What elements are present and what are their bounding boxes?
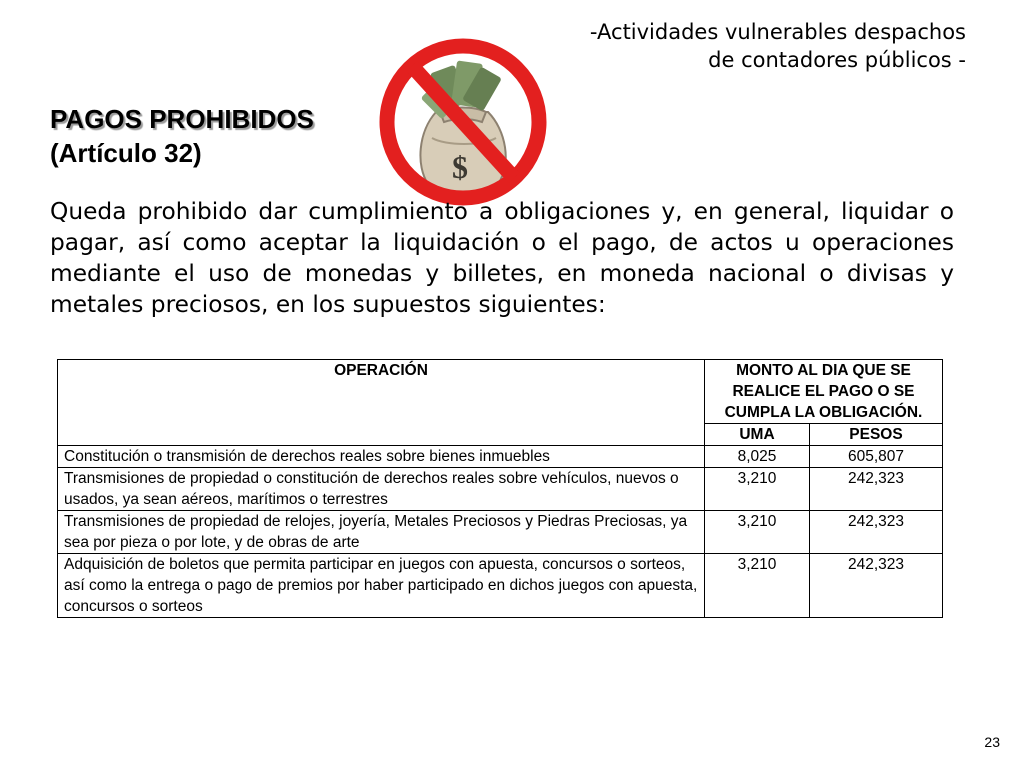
row-pesos: 605,807: [810, 446, 943, 468]
no-money-bag-icon: [366, 34, 560, 210]
slide-subtitle-line-2: de contadores públicos -: [708, 48, 966, 72]
slide-subtitle: [546, 18, 966, 74]
bag-dollar-symbol: $: [452, 149, 468, 185]
row-uma: 8,025: [705, 446, 810, 468]
row-uma: 3,210: [705, 468, 810, 511]
page-title-line-1: PAGOS PROHIBIDOS: [50, 104, 314, 134]
row-pesos: 242,323: [810, 511, 943, 554]
header-pesos: PESOS: [810, 424, 943, 446]
table-row: [58, 446, 943, 468]
page-title: [50, 102, 314, 170]
page-number: 23: [984, 734, 1000, 750]
body-paragraph: Queda prohibido dar cumplimiento a obligaciones y, en general, liquidar o pagar, así como aceptar la liquidación o el pago, de actos u operaciones mediante el uso de monedas y billetes, en moneda nacional o divisas y metales preciosos, en los supuestos siguientes:: [50, 198, 954, 318]
table-header-row: [58, 360, 943, 424]
row-operacion: Transmisiones de propiedad de relojes, joyería, Metales Preciosos y Piedras Preciosas, ya sea por pieza o por lote, y de obras de arte: [58, 511, 705, 554]
row-uma: 3,210: [705, 554, 810, 618]
slide-subtitle-line-1: -Actividades vulnerables despachos: [589, 20, 966, 44]
operations-table: [57, 359, 943, 618]
row-operacion: Adquisición de boletos que permita participar en juegos con apuesta, concursos o sorteos, así como la entrega o pago de premios por haber participado en dichos juegos con apuesta, concursos o sorteos: [58, 554, 705, 618]
header-operacion: OPERACIÓN: [58, 360, 705, 446]
row-pesos: 242,323: [810, 554, 943, 618]
header-uma: UMA: [705, 424, 810, 446]
row-operacion: Constitución o transmisión de derechos reales sobre bienes inmuebles: [58, 446, 705, 468]
table-row: [58, 468, 943, 511]
table-row: [58, 554, 943, 618]
row-operacion: Transmisiones de propiedad o constitución de derechos reales sobre vehículos, nuevos o usados, ya sean aéreos, marítimos o terrestres: [58, 468, 705, 511]
table-row: [58, 511, 943, 554]
row-uma: 3,210: [705, 511, 810, 554]
page-title-line-2: (Artículo 32): [50, 138, 202, 168]
row-pesos: 242,323: [810, 468, 943, 511]
header-monto: MONTO AL DIA QUE SE REALICE EL PAGO O SE CUMPLA LA OBLIGACIÓN.: [705, 360, 943, 424]
